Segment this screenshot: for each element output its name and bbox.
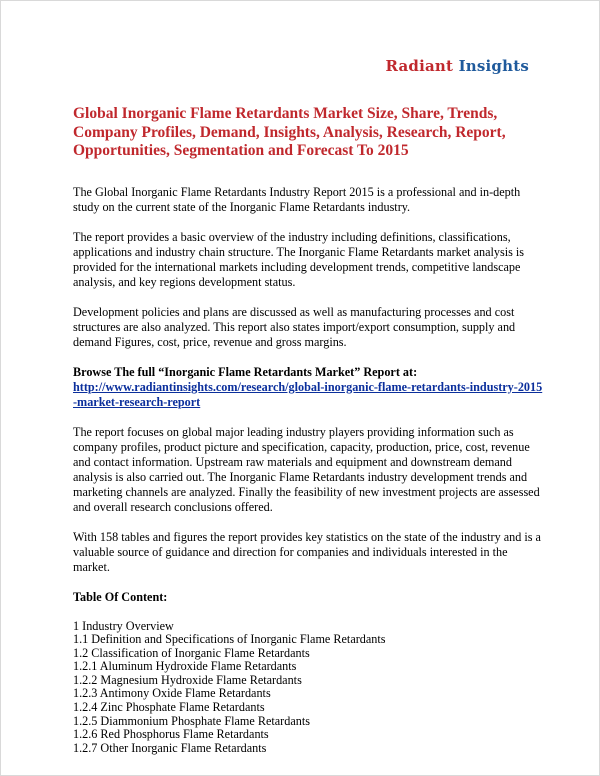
policies-paragraph: Development policies and plans are discussed as well as manufacturing processes and cost structures are also analyzed. This report also states import/export consumption, supply and demand Figures, cost, price, revenue and gross margins. [73, 304, 516, 349]
toc-item: 1.1 Definition and Specifications of Inorganic Flame Retardants [73, 632, 386, 647]
report-link[interactable]: http://www.radiantinsights.com/research/global-inorganic-flame-retardants-industry-2015-market-research-report [73, 379, 543, 409]
toc-item: 1.2.3 Antimony Oxide Flame Retardants [73, 686, 271, 701]
table-of-contents [73, 620, 543, 756]
toc-item: 1 Industry Overview [73, 618, 174, 633]
toc-title: Table Of Content: [73, 589, 168, 604]
toc-item: 1.2.6 Red Phosphorus Flame Retardants [73, 727, 269, 742]
document-content [73, 105, 543, 755]
toc-item: 1.2.7 Other Inorganic Flame Retardants [73, 740, 267, 755]
players-paragraph: The report focuses on global major leading industry players providing information such as company profiles, product picture and specification, capacity, production, price, cost, revenue and contact information. Upstream raw materials and equipment and downstream demand analysis is also carried out. The Inorganic Flame Retardants industry development trends and marketing channels are analyzed. Finally the feasibility of new investment projects are assessed and overall research conclusions offered. [73, 424, 540, 514]
report-title: Global Inorganic Flame Retardants Market Size, Share, Trends, Company Profiles, Demand, Insights, Analysis, Research, Report, Opportunities, Segmentation and Forecast To 2015 [73, 105, 506, 159]
toc-item: 1.2.4 Zinc Phosphate Flame Retardants [73, 700, 265, 715]
toc-item: 1.2.2 Magnesium Hydroxide Flame Retardants [73, 672, 302, 687]
logo-text-insights: Insights [453, 57, 529, 75]
overview-paragraph: The report provides a basic overview of the industry including definitions, classifications, applications and industry chain structure. The Inorganic Flame Retardants market analysis is provided for the international markets including development trends, competitive landscape analysis, and key regions development status. [73, 229, 525, 289]
logo-text-radiant: Radiant [385, 57, 454, 75]
intro-paragraph: The Global Inorganic Flame Retardants Industry Report 2015 is a professional and in-depth study on the current state of the Inorganic Flame Retardants industry. [73, 184, 521, 214]
toc-item: 1.2 Classification of Inorganic Flame Retardants [73, 645, 310, 660]
toc-item: 1.2.5 Diammonium Phosphate Flame Retardants [73, 713, 310, 728]
radiant-insights-logo [385, 57, 529, 75]
browse-report-label: Browse The full “Inorganic Flame Retardants Market” Report at: [73, 364, 418, 379]
statistics-paragraph: With 158 tables and figures the report provides key statistics on the state of the industry and is a valuable source of guidance and direction for companies and individuals interested in the market. [73, 529, 541, 574]
toc-item: 1.2.1 Aluminum Hydroxide Flame Retardants [73, 659, 297, 674]
